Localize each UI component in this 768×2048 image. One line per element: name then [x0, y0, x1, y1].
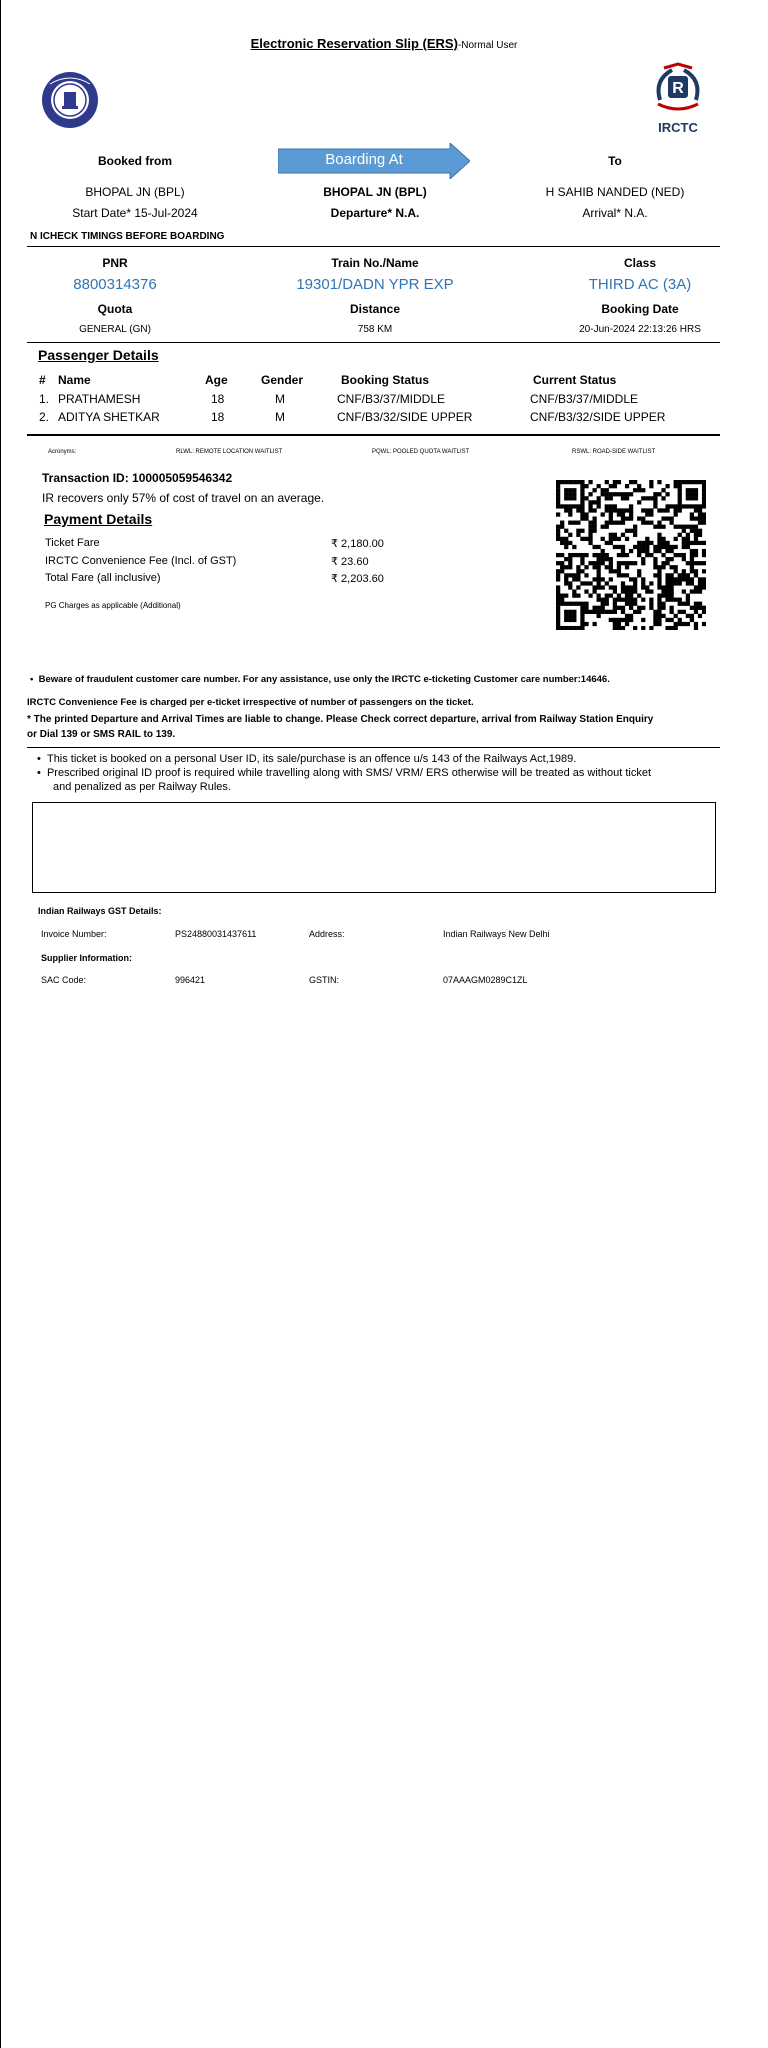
train-label: Train No./Name	[331, 256, 419, 270]
invoice-value: PS24880031437611	[175, 929, 257, 939]
quota-label: Quota	[97, 302, 133, 316]
convenience-fee-value: ₹ 23.60	[331, 556, 369, 568]
divider-passengers	[27, 434, 720, 436]
passenger-booking-status: CNF/B3/37/MIDDLE	[337, 392, 446, 406]
passenger-no: 1.	[39, 392, 50, 406]
convenience-fee-label: IRCTC Convenience Fee (Incl. of GST)	[45, 555, 237, 567]
class-value: THIRD AC (3A)	[588, 276, 692, 293]
pnr-label: PNR	[102, 256, 128, 270]
indian-railways-emblem	[40, 70, 100, 130]
acronyms-label: Acronyms:	[48, 449, 77, 455]
supplier-info-heading: Supplier Information:	[41, 953, 132, 963]
invoice-label: Invoice Number:	[41, 929, 107, 939]
ticket-fare-label: Ticket Fare	[45, 537, 100, 549]
transaction-id: Transaction ID: 100005059546342	[42, 471, 233, 485]
irctc-logo-icon	[650, 62, 706, 112]
id-proof-notice: • Prescribed original ID proof is required while travelling along with SMS/ VRM/ ERS otherwise will be treated as without ticket	[37, 767, 652, 779]
distance-value: 758 KM	[357, 324, 393, 335]
departure-time: Departure* N.A.	[330, 206, 420, 220]
timing-notice-line1: * The printed Departure and Arrival Times are liable to change. Please Check correct departure, arrival from Railway Station Enquiry	[27, 714, 654, 725]
id-proof-text-line2: and penalized as per Railway Rules.	[53, 781, 231, 793]
col-header-booking-status: Booking Status	[341, 373, 430, 387]
gstin-label: GSTIN:	[309, 975, 340, 985]
ticket-fare-value: ₹ 2,180.00	[331, 538, 384, 550]
ers-title-main: Electronic Reservation Slip (ERS)	[250, 36, 458, 51]
address-value: Indian Railways New Delhi	[443, 929, 550, 939]
from-station: BHOPAL JN (BPL)	[85, 185, 185, 199]
acronym-pqwl: PQWL: POOLED QUOTA WAITLIST	[372, 449, 470, 455]
col-header-no: #	[39, 373, 46, 387]
acronym-rswl: RSWL: ROAD-SIDE WAITLIST	[572, 449, 656, 455]
blank-box	[32, 802, 716, 893]
col-header-current-status: Current Status	[533, 373, 617, 387]
passenger-name: PRATHAMESH	[58, 392, 141, 406]
passenger-no: 2.	[39, 410, 50, 424]
fraud-notice: • Beware of fraudulent customer care number. For any assistance, use only the IRCTC e-ticketing Customer care number:14646.	[30, 674, 610, 685]
passenger-gender: M	[275, 410, 285, 424]
passenger-age: 18	[211, 392, 225, 406]
boarding-at-label: Boarding At	[325, 151, 403, 168]
passenger-booking-status: CNF/B3/32/SIDE UPPER	[337, 410, 473, 424]
distance-label: Distance	[349, 302, 401, 316]
irctc-logo-text: IRCTC	[658, 120, 698, 135]
payment-details-heading: Payment Details	[44, 511, 153, 527]
booked-from-label: Booked from	[97, 154, 172, 168]
convenience-fee-notice: IRCTC Convenience Fee is charged per e-ticket irrespective of number of passengers on the ticket.	[27, 697, 474, 708]
pnr-value: 8800314376	[73, 276, 157, 293]
fraud-notice-text: Beware of fraudulent customer care number. For any assistance, use only the IRCTC e-ticketing Customer care number:14646.	[38, 674, 610, 685]
start-date: Start Date* 15-Jul-2024	[72, 206, 198, 220]
check-timings-note: N ICHECK TIMINGS BEFORE BOARDING	[30, 231, 225, 242]
arrival-time: Arrival* N.A.	[582, 206, 648, 220]
gst-heading: Indian Railways GST Details:	[38, 906, 162, 916]
col-header-age: Age	[205, 373, 228, 387]
to-label: To	[608, 154, 622, 168]
page-border-right	[0, 1024, 1, 2048]
class-label: Class	[623, 256, 657, 270]
gstin-value: 07AAAGM0289C1ZL	[443, 975, 528, 985]
total-fare-label: Total Fare (all inclusive)	[45, 572, 161, 584]
qr-code-image	[556, 480, 706, 630]
passenger-current-status: CNF/B3/37/MIDDLE	[530, 392, 639, 406]
divider-notices	[27, 747, 720, 748]
booking-date-label: Booking Date	[601, 302, 679, 316]
to-station: H SAHIB NANDED (NED)	[545, 185, 685, 199]
boarding-station: BHOPAL JN (BPL)	[323, 185, 427, 199]
quota-value: GENERAL (GN)	[79, 324, 151, 335]
passenger-name: ADITYA SHETKAR	[58, 410, 160, 424]
svg-text:R: R	[672, 80, 684, 97]
booking-date-value: 20-Jun-2024 22:13:26 HRS	[579, 324, 701, 335]
personal-id-text: This ticket is booked on a personal User ID, its sale/purchase is an offence u/s 143 of the Railways Act,1989.	[46, 753, 577, 765]
acronym-rlwl: RLWL: REMOTE LOCATION WAITLIST	[176, 449, 283, 455]
divider-info	[27, 342, 720, 343]
col-header-gender: Gender	[261, 373, 304, 387]
passenger-current-status: CNF/B3/32/SIDE UPPER	[530, 410, 666, 424]
pg-charges-note: PG Charges as applicable (Additional)	[45, 601, 181, 610]
sac-code-value: 996421	[175, 975, 206, 985]
recovery-note: IR recovers only 57% of cost of travel on an average.	[42, 491, 325, 505]
sac-code-label: SAC Code:	[41, 975, 87, 985]
ers-title	[0, 36, 768, 51]
passenger-gender: M	[275, 392, 285, 406]
divider-journey	[27, 246, 720, 247]
passenger-details-heading: Passenger Details	[38, 347, 159, 363]
train-value: 19301/DADN YPR EXP	[296, 276, 454, 293]
ers-title-user: -Normal User	[457, 40, 518, 51]
id-proof-text-line1: Prescribed original ID proof is required while travelling along with SMS/ VRM/ ERS otherwise will be treated as without ticket	[46, 767, 652, 779]
timing-notice-line2: or Dial 139 or SMS RAIL to 139.	[27, 729, 176, 740]
personal-id-notice: • This ticket is booked on a personal User ID, its sale/purchase is an offence u/s 143 of the Railways Act,1989.	[37, 753, 577, 765]
total-fare-value: ₹ 2,203.60	[331, 573, 384, 585]
page-border-left	[0, 0, 1, 1024]
address-label: Address:	[309, 929, 345, 939]
col-header-name: Name	[58, 373, 91, 387]
passenger-age: 18	[211, 410, 225, 424]
